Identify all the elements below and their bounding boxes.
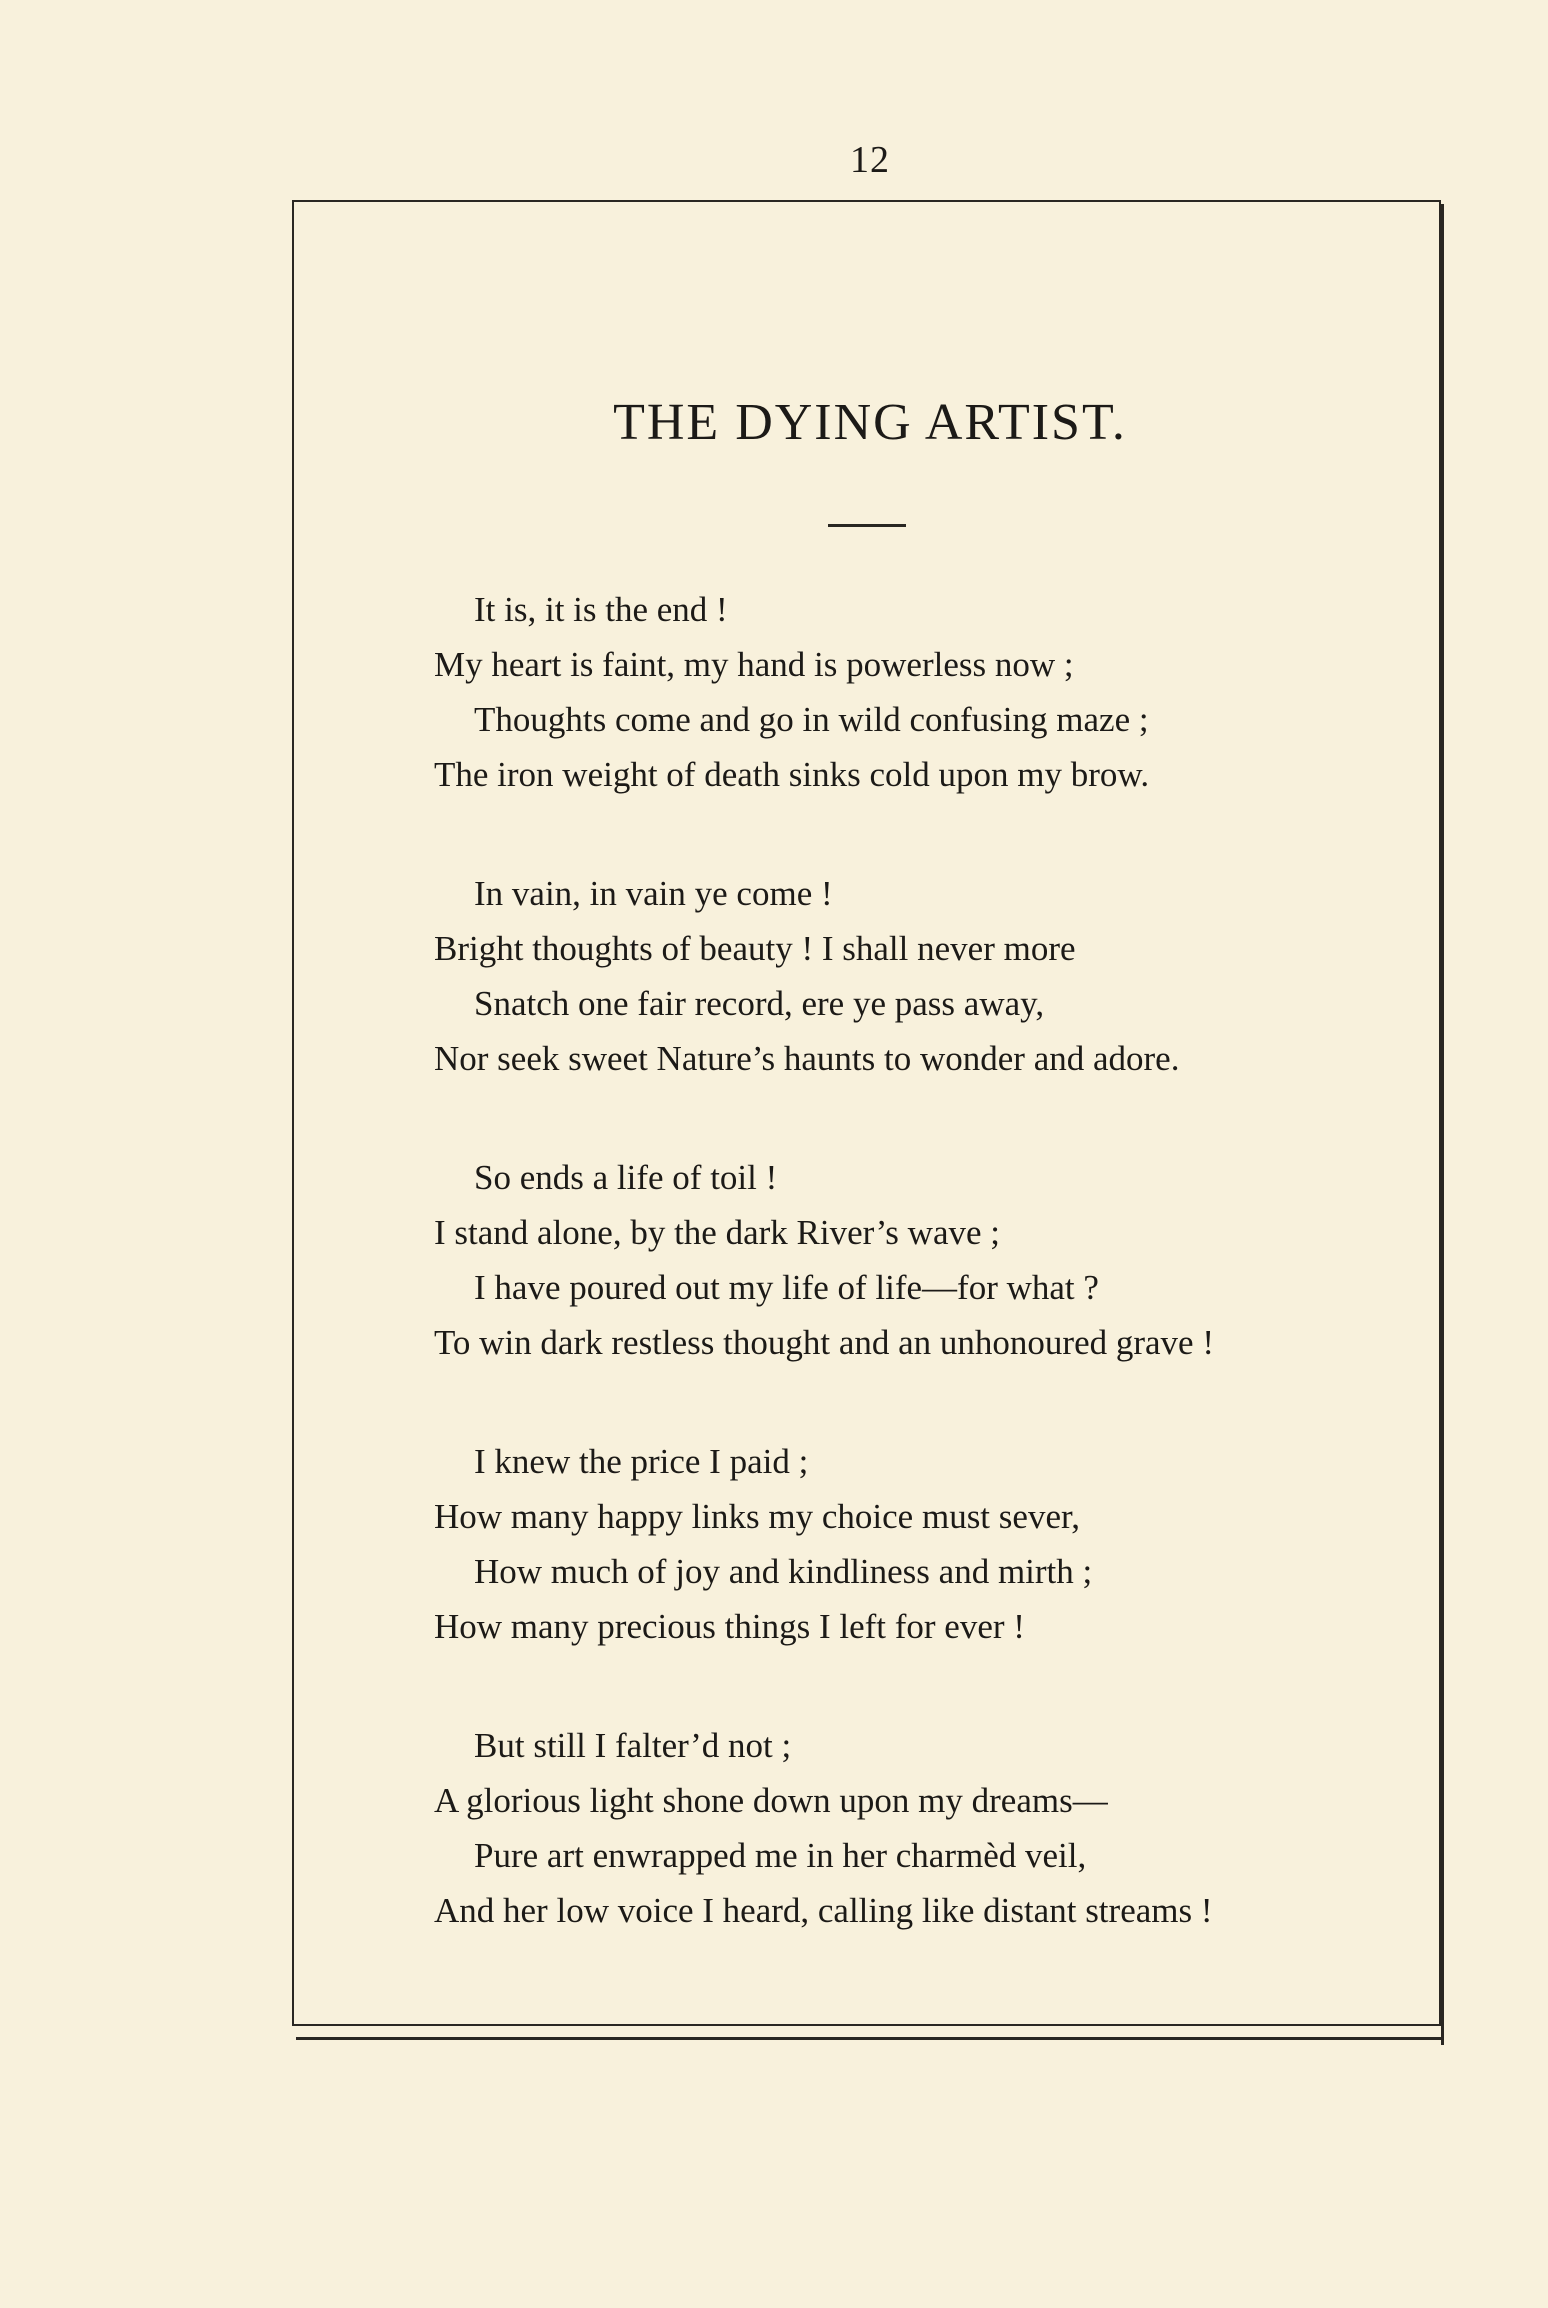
poem-line: And her low voice I heard, calling like distant streams !: [434, 1891, 1213, 1930]
poem-line: The iron weight of death sinks cold upon my brow.: [434, 755, 1150, 794]
frame-rule-bottom: [296, 2037, 1444, 2040]
poem-body: [434, 582, 1434, 2002]
poem-line: So ends a life of toil !: [474, 1158, 778, 1197]
poem-line: I have poured out my life of life—for what ?: [474, 1268, 1099, 1307]
page-number: 12: [850, 139, 890, 181]
poem-line: A glorious light shone down upon my dreams—: [434, 1781, 1108, 1820]
poem-line: Nor seek sweet Nature’s haunts to wonder and adore.: [434, 1039, 1180, 1078]
title-divider: [828, 524, 906, 527]
poem-line: How many precious things I left for ever !: [434, 1607, 1025, 1646]
stanza: [434, 1434, 1434, 1654]
stanza: [434, 1718, 1434, 1938]
stanza: [434, 866, 1434, 1086]
stanza: [434, 1150, 1434, 1370]
poem-line: Bright thoughts of beauty ! I shall never more: [434, 929, 1076, 968]
poem-line: To win dark restless thought and an unhonoured grave !: [434, 1323, 1214, 1362]
poem-line: My heart is faint, my hand is powerless now ;: [434, 645, 1074, 684]
poem-line: In vain, in vain ye come !: [474, 874, 833, 913]
poem-line: How much of joy and kindliness and mirth ;: [474, 1552, 1093, 1591]
poem-line: I stand alone, by the dark River’s wave ;: [434, 1213, 1000, 1252]
poem-title: THE DYING ARTIST.: [613, 394, 1127, 451]
poem-line: How many happy links my choice must sever,: [434, 1497, 1080, 1536]
poem-line: But still I falter’d not ;: [474, 1726, 792, 1765]
frame-rule-right: [1441, 204, 1444, 2045]
poem-line: It is, it is the end !: [474, 590, 728, 629]
poem-line: I knew the price I paid ;: [474, 1442, 809, 1481]
poem-line: Snatch one fair record, ere ye pass away,: [474, 984, 1045, 1023]
stanza: [434, 582, 1434, 802]
poem-line: Pure art enwrapped me in her charmèd veil,: [474, 1836, 1087, 1875]
poem-line: Thoughts come and go in wild confusing maze ;: [474, 700, 1149, 739]
